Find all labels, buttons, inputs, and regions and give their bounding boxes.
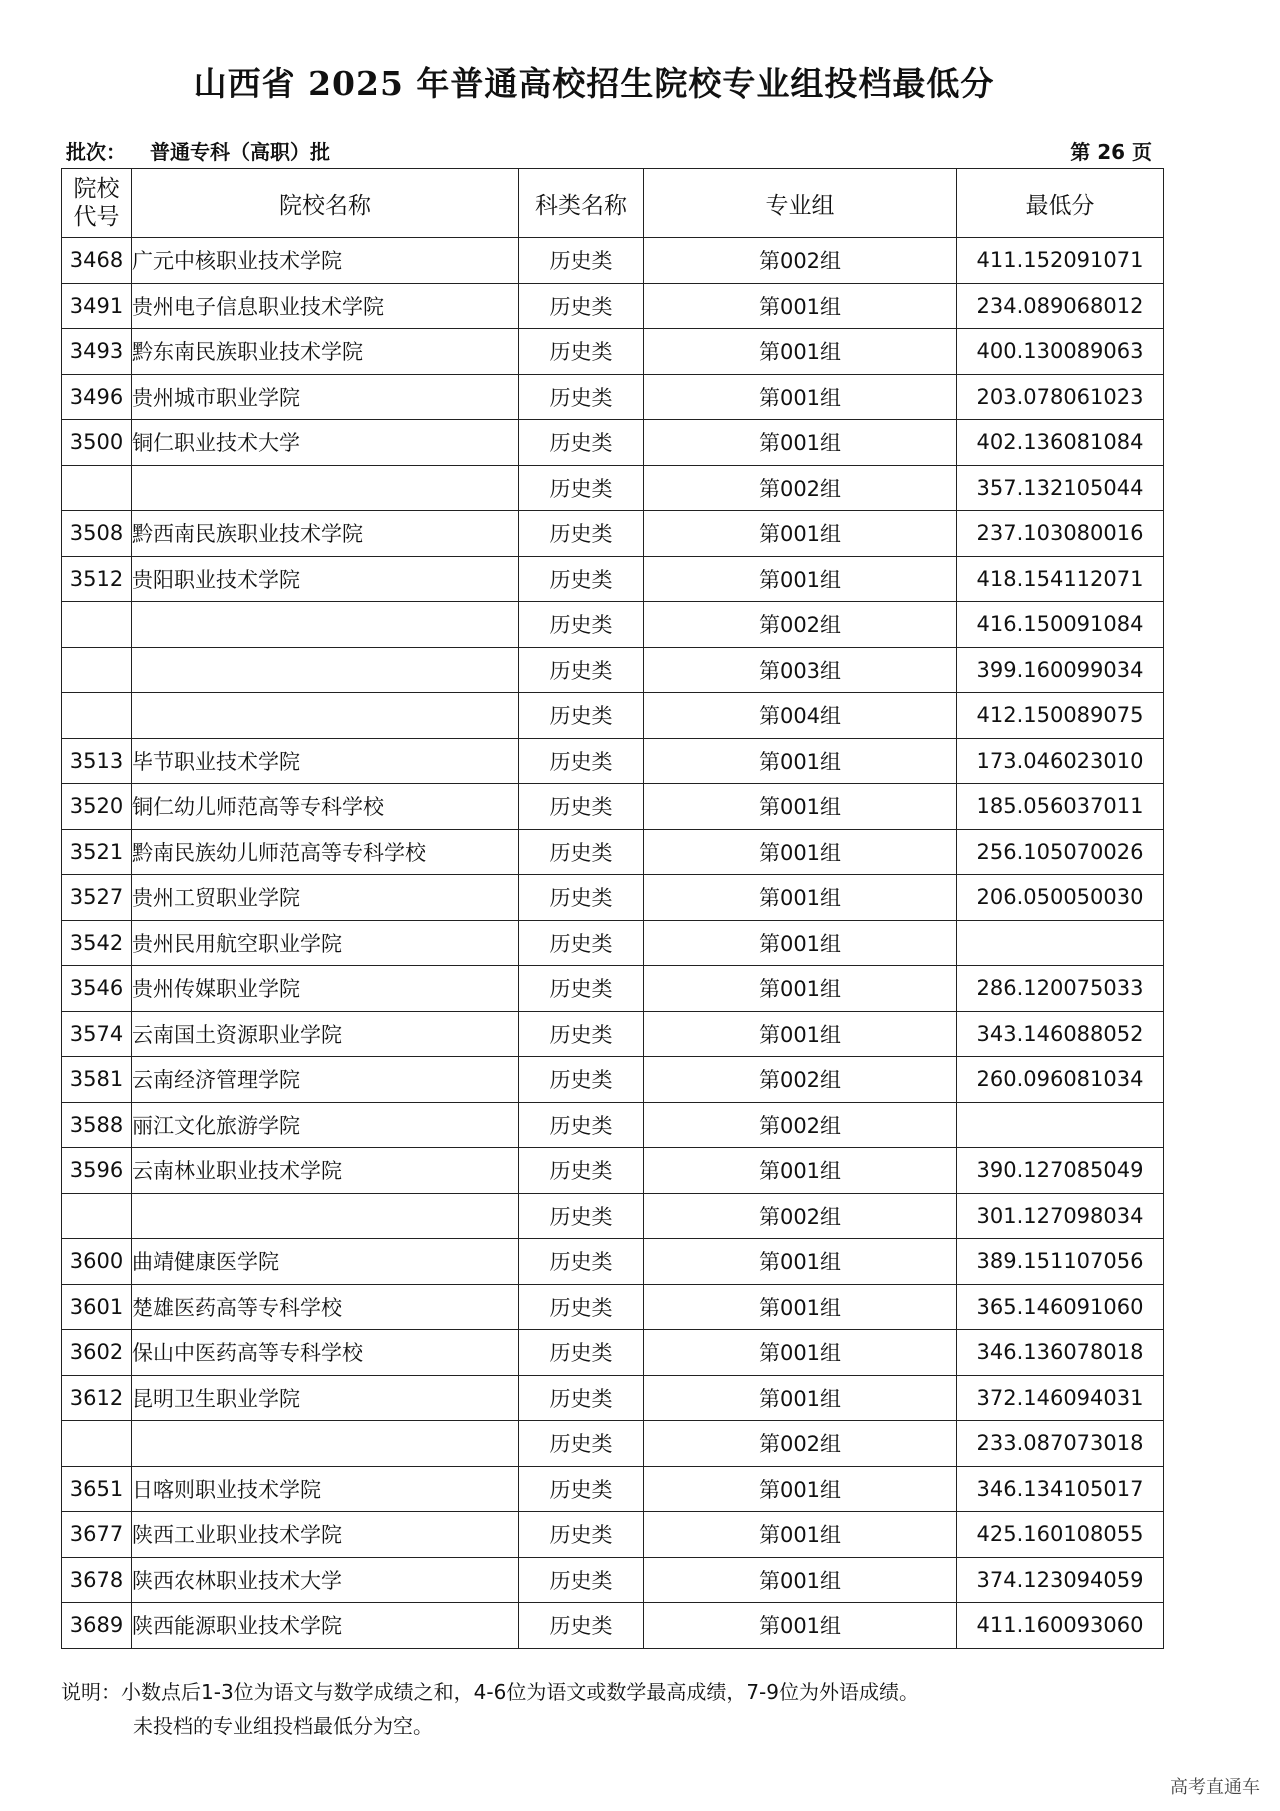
cell-group: 第004组	[644, 693, 957, 739]
cell-score: 425.160108055	[957, 1512, 1164, 1558]
table-row	[62, 1102, 1164, 1148]
cell-name: 楚雄医药高等专科学校	[132, 1284, 519, 1330]
cell-category: 历史类	[519, 238, 644, 284]
table-row	[62, 465, 1164, 511]
footnote-line1: 说明：小数点后1-3位为语文与数学成绩之和，4-6位为语文或数学最高成绩，7-9位为外语成绩。	[61, 1680, 919, 1704]
cell-code: 3678	[62, 1557, 132, 1603]
cell-group: 第001组	[644, 1284, 957, 1330]
cell-name: 日喀则职业技术学院	[132, 1466, 519, 1512]
table-row	[62, 1193, 1164, 1239]
cell-code: 3527	[62, 875, 132, 921]
cell-name: 广元中核职业技术学院	[132, 238, 519, 284]
cell-group: 第002组	[644, 1102, 957, 1148]
cell-name: 贵州电子信息职业技术学院	[132, 283, 519, 329]
cell-score: 418.154112071	[957, 556, 1164, 602]
cell-category: 历史类	[519, 374, 644, 420]
cell-score: 389.151107056	[957, 1239, 1164, 1285]
cell-name: 铜仁幼儿师范高等专科学校	[132, 784, 519, 830]
cell-group: 第002组	[644, 1193, 957, 1239]
cell-category: 历史类	[519, 784, 644, 830]
cell-group: 第001组	[644, 1557, 957, 1603]
cell-name: 黔东南民族职业技术学院	[132, 329, 519, 375]
cell-score: 411.152091071	[957, 238, 1164, 284]
cell-name: 贵阳职业技术学院	[132, 556, 519, 602]
cell-code: 3508	[62, 511, 132, 557]
cell-name: 贵州城市职业学院	[132, 374, 519, 420]
cell-code	[62, 1421, 132, 1467]
footnote	[61, 1675, 919, 1743]
cell-category: 历史类	[519, 738, 644, 784]
cell-name: 陕西农林职业技术大学	[132, 1557, 519, 1603]
cell-score: 343.146088052	[957, 1011, 1164, 1057]
cell-score: 234.089068012	[957, 283, 1164, 329]
table-row	[62, 1557, 1164, 1603]
cell-code: 3602	[62, 1330, 132, 1376]
header-category: 科类名称	[519, 169, 644, 238]
cell-group: 第001组	[644, 511, 957, 557]
cell-category: 历史类	[519, 966, 644, 1012]
header-code	[62, 169, 132, 238]
cell-code: 3651	[62, 1466, 132, 1512]
cell-code: 3513	[62, 738, 132, 784]
cell-code	[62, 647, 132, 693]
score-table	[61, 168, 1164, 1649]
cell-name: 昆明卫生职业学院	[132, 1375, 519, 1421]
cell-code: 3588	[62, 1102, 132, 1148]
table-row	[62, 738, 1164, 784]
cell-category: 历史类	[519, 329, 644, 375]
header-row	[62, 169, 1164, 238]
cell-name	[132, 1193, 519, 1239]
cell-group: 第002组	[644, 465, 957, 511]
cell-name: 毕节职业技术学院	[132, 738, 519, 784]
table-row	[62, 1284, 1164, 1330]
cell-code: 3542	[62, 920, 132, 966]
table-row	[62, 693, 1164, 739]
table-row	[62, 1239, 1164, 1285]
cell-code: 3612	[62, 1375, 132, 1421]
table-row	[62, 374, 1164, 420]
cell-category: 历史类	[519, 1011, 644, 1057]
cell-name	[132, 465, 519, 511]
cell-score: 260.096081034	[957, 1057, 1164, 1103]
watermark: 高考直通车	[1170, 1777, 1260, 1798]
cell-code: 3574	[62, 1011, 132, 1057]
cell-group: 第001组	[644, 1512, 957, 1558]
cell-name: 黔南民族幼儿师范高等专科学校	[132, 829, 519, 875]
cell-group: 第001组	[644, 784, 957, 830]
header-group: 专业组	[644, 169, 957, 238]
cell-category: 历史类	[519, 1512, 644, 1558]
page-number: 第 26 页	[1070, 140, 1152, 164]
table-row	[62, 602, 1164, 648]
cell-code	[62, 602, 132, 648]
cell-score: 237.103080016	[957, 511, 1164, 557]
cell-category: 历史类	[519, 1239, 644, 1285]
table-row	[62, 283, 1164, 329]
cell-category: 历史类	[519, 1466, 644, 1512]
cell-group: 第001组	[644, 1466, 957, 1512]
cell-category: 历史类	[519, 875, 644, 921]
cell-score: 256.105070026	[957, 829, 1164, 875]
cell-group: 第001组	[644, 920, 957, 966]
cell-score: 286.120075033	[957, 966, 1164, 1012]
cell-group: 第001组	[644, 738, 957, 784]
cell-category: 历史类	[519, 1557, 644, 1603]
cell-code	[62, 693, 132, 739]
cell-category: 历史类	[519, 1375, 644, 1421]
header-code-line2: 代号	[73, 204, 120, 230]
cell-code: 3546	[62, 966, 132, 1012]
cell-group: 第002组	[644, 602, 957, 648]
table-row	[62, 784, 1164, 830]
cell-score: 411.160093060	[957, 1603, 1164, 1649]
cell-name	[132, 693, 519, 739]
footnote-line2: 未投档的专业组投档最低分为空。	[133, 1714, 433, 1738]
table-row	[62, 329, 1164, 375]
cell-category: 历史类	[519, 1330, 644, 1376]
table-row	[62, 1057, 1164, 1103]
table-row	[62, 966, 1164, 1012]
cell-group: 第003组	[644, 647, 957, 693]
table-row	[62, 238, 1164, 284]
cell-category: 历史类	[519, 1603, 644, 1649]
cell-score: 412.150089075	[957, 693, 1164, 739]
cell-code: 3581	[62, 1057, 132, 1103]
table-row	[62, 1330, 1164, 1376]
cell-code: 3500	[62, 420, 132, 466]
table-row	[62, 647, 1164, 693]
cell-score	[957, 920, 1164, 966]
cell-category: 历史类	[519, 283, 644, 329]
header-code-line1: 院校	[73, 176, 120, 202]
cell-group: 第001组	[644, 329, 957, 375]
cell-name: 铜仁职业技术大学	[132, 420, 519, 466]
cell-category: 历史类	[519, 1102, 644, 1148]
cell-name	[132, 1421, 519, 1467]
cell-code: 3689	[62, 1603, 132, 1649]
cell-category: 历史类	[519, 602, 644, 648]
cell-group: 第002组	[644, 1421, 957, 1467]
cell-group: 第001组	[644, 1375, 957, 1421]
cell-code: 3600	[62, 1239, 132, 1285]
cell-score: 372.146094031	[957, 1375, 1164, 1421]
cell-code: 3596	[62, 1148, 132, 1194]
table-row	[62, 1421, 1164, 1467]
table-row	[62, 1512, 1164, 1558]
cell-code: 3521	[62, 829, 132, 875]
cell-code: 3520	[62, 784, 132, 830]
cell-code: 3601	[62, 1284, 132, 1330]
cell-group: 第001组	[644, 1011, 957, 1057]
cell-score: 390.127085049	[957, 1148, 1164, 1194]
cell-score: 416.150091084	[957, 602, 1164, 648]
header-name: 院校名称	[132, 169, 519, 238]
header-score: 最低分	[957, 169, 1164, 238]
cell-group: 第001组	[644, 374, 957, 420]
cell-category: 历史类	[519, 1057, 644, 1103]
cell-name: 黔西南民族职业技术学院	[132, 511, 519, 557]
cell-score: 173.046023010	[957, 738, 1164, 784]
cell-group: 第001组	[644, 420, 957, 466]
batch-info	[66, 136, 330, 165]
table-row	[62, 1603, 1164, 1649]
cell-score: 185.056037011	[957, 784, 1164, 830]
cell-name: 保山中医药高等专科学校	[132, 1330, 519, 1376]
cell-group: 第001组	[644, 283, 957, 329]
table-row	[62, 420, 1164, 466]
cell-group: 第001组	[644, 875, 957, 921]
cell-category: 历史类	[519, 1284, 644, 1330]
cell-score: 365.146091060	[957, 1284, 1164, 1330]
cell-category: 历史类	[519, 920, 644, 966]
cell-name: 丽江文化旅游学院	[132, 1102, 519, 1148]
cell-group: 第001组	[644, 1330, 957, 1376]
cell-category: 历史类	[519, 1421, 644, 1467]
cell-score: 346.134105017	[957, 1466, 1164, 1512]
cell-code: 3512	[62, 556, 132, 602]
cell-code	[62, 465, 132, 511]
cell-score: 400.130089063	[957, 329, 1164, 375]
cell-group: 第001组	[644, 829, 957, 875]
cell-code: 3468	[62, 238, 132, 284]
batch-label: 批次：	[66, 140, 126, 164]
cell-code: 3493	[62, 329, 132, 375]
table-row	[62, 875, 1164, 921]
table-row	[62, 829, 1164, 875]
cell-group: 第001组	[644, 1603, 957, 1649]
cell-name: 云南国土资源职业学院	[132, 1011, 519, 1057]
cell-name: 贵州传媒职业学院	[132, 966, 519, 1012]
cell-name	[132, 647, 519, 693]
table-row	[62, 1375, 1164, 1421]
cell-group: 第001组	[644, 556, 957, 602]
cell-score: 357.132105044	[957, 465, 1164, 511]
cell-score: 233.087073018	[957, 1421, 1164, 1467]
cell-name	[132, 602, 519, 648]
cell-code	[62, 1193, 132, 1239]
cell-code: 3677	[62, 1512, 132, 1558]
table-row	[62, 1148, 1164, 1194]
cell-category: 历史类	[519, 465, 644, 511]
cell-group: 第001组	[644, 1239, 957, 1285]
cell-category: 历史类	[519, 647, 644, 693]
cell-name: 云南经济管理学院	[132, 1057, 519, 1103]
cell-code: 3491	[62, 283, 132, 329]
cell-category: 历史类	[519, 693, 644, 739]
cell-score: 346.136078018	[957, 1330, 1164, 1376]
cell-code: 3496	[62, 374, 132, 420]
cell-score	[957, 1102, 1164, 1148]
cell-category: 历史类	[519, 829, 644, 875]
cell-score: 301.127098034	[957, 1193, 1164, 1239]
cell-category: 历史类	[519, 556, 644, 602]
cell-group: 第001组	[644, 966, 957, 1012]
cell-name: 贵州民用航空职业学院	[132, 920, 519, 966]
cell-score: 374.123094059	[957, 1557, 1164, 1603]
cell-name: 陕西能源职业技术学院	[132, 1603, 519, 1649]
cell-group: 第001组	[644, 1148, 957, 1194]
cell-category: 历史类	[519, 1193, 644, 1239]
cell-name: 贵州工贸职业学院	[132, 875, 519, 921]
table-row	[62, 1011, 1164, 1057]
page-title: 山西省 2025 年普通高校招生院校专业组投档最低分	[193, 64, 995, 103]
table-row	[62, 1466, 1164, 1512]
cell-score: 206.050050030	[957, 875, 1164, 921]
cell-score: 203.078061023	[957, 374, 1164, 420]
cell-group: 第002组	[644, 1057, 957, 1103]
batch-value: 普通专科（高职）批	[150, 140, 330, 164]
cell-name: 云南林业职业技术学院	[132, 1148, 519, 1194]
cell-score: 402.136081084	[957, 420, 1164, 466]
cell-name: 曲靖健康医学院	[132, 1239, 519, 1285]
cell-name: 陕西工业职业技术学院	[132, 1512, 519, 1558]
table-row	[62, 920, 1164, 966]
cell-category: 历史类	[519, 420, 644, 466]
cell-category: 历史类	[519, 1148, 644, 1194]
table-row	[62, 511, 1164, 557]
cell-category: 历史类	[519, 511, 644, 557]
table-row	[62, 556, 1164, 602]
cell-group: 第002组	[644, 238, 957, 284]
cell-score: 399.160099034	[957, 647, 1164, 693]
